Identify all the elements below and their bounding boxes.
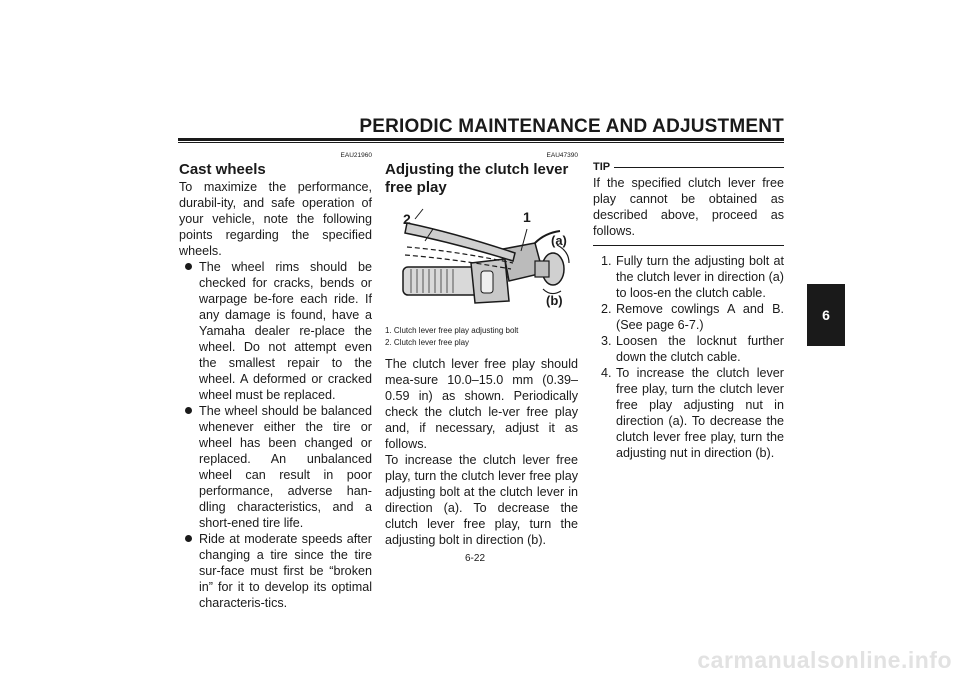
caption-item: 1. Clutch lever free play adjusting bolt bbox=[385, 326, 519, 335]
page-header-title: PERIODIC MAINTENANCE AND ADJUSTMENT bbox=[359, 116, 784, 137]
column-tip bbox=[593, 152, 784, 461]
watermark: carmanualsonline.info bbox=[697, 647, 952, 673]
step-text: Fully turn the adjusting bolt at the clutch lever in direction (a) to loos-en the clutch cable. bbox=[616, 254, 784, 300]
step-item bbox=[593, 333, 784, 365]
section-heading: Adjusting the clutch lever free play bbox=[385, 161, 569, 196]
bullet-text: The wheel rims should be checked for cracks, bends or warpage be-fore each ride. If any damage is found, have a Yamaha dealer re-place the wheel. Do not attempt even the smallest repair to the wheel. A deformed or cracked wheel must be replaced. bbox=[199, 260, 372, 402]
figure-captions bbox=[385, 325, 578, 349]
step-item bbox=[593, 253, 784, 301]
bullet-dot-icon bbox=[185, 407, 192, 414]
intro-paragraph: To maximize the performance, durabil-ity, and safe operation of your vehicle, note the following points regarding the specified wheels. bbox=[179, 180, 372, 258]
section-code: EAU21960 bbox=[340, 152, 372, 159]
figure-label-two: 2 bbox=[403, 211, 411, 227]
column-clutch-lever bbox=[385, 152, 578, 548]
figure-label-a: (a) bbox=[551, 233, 567, 248]
bullet-item bbox=[186, 531, 372, 611]
bullet-item bbox=[186, 403, 372, 531]
step-item bbox=[593, 301, 784, 333]
tip-header bbox=[593, 159, 784, 175]
tip-rule bbox=[614, 167, 784, 168]
step-item bbox=[593, 365, 784, 461]
bullet-text: Ride at moderate speeds after changing a tire since the tire sur-face must first be “broken in” for it to develop its optimal characteris-tics. bbox=[199, 532, 372, 610]
step-number: 1. bbox=[601, 254, 612, 268]
caption-item: 2. Clutch lever free play bbox=[385, 338, 470, 347]
step-number: 3. bbox=[601, 334, 612, 348]
body-paragraph: The clutch lever free play should mea-sure 10.0–15.0 mm (0.39–0.59 in) as shown. Periodically check the clutch le-ver free play and, if necessary, adjust it as follows. bbox=[385, 357, 578, 451]
header-rule-thin bbox=[178, 142, 784, 143]
tip-label: TIP bbox=[593, 161, 611, 173]
column-cast-wheels bbox=[179, 152, 372, 611]
chapter-tab: 6 bbox=[807, 284, 845, 346]
step-text: To increase the clutch lever free play, turn the clutch lever free play adjusting nut in direction (a). To decrease the clutch lever free play, turn the adjusting nut in direction (b). bbox=[616, 366, 784, 460]
figure-label-one: 1 bbox=[523, 209, 531, 225]
step-number: 4. bbox=[601, 366, 612, 380]
header-rule bbox=[178, 138, 784, 141]
figure-label-b: (b) bbox=[546, 293, 563, 308]
section-code: EAU47390 bbox=[546, 152, 578, 159]
procedure-steps bbox=[593, 253, 784, 461]
step-text: Remove cowlings A and B. (See page 6-7.) bbox=[616, 302, 784, 332]
clutch-lever-figure bbox=[385, 203, 578, 321]
bullet-item bbox=[186, 259, 372, 403]
body-paragraph: To increase the clutch lever free play, turn the clutch lever free play adjusting bolt at the clutch lever in direction (a). To decrease the clutch lever free play, turn the adjusting bolt in direction (b). bbox=[385, 453, 578, 547]
section-heading: Cast wheels bbox=[179, 161, 266, 178]
tip-end-rule bbox=[593, 245, 784, 246]
step-number: 2. bbox=[601, 302, 612, 316]
bullet-dot-icon bbox=[185, 263, 192, 270]
page-number: 6-22 bbox=[465, 553, 486, 564]
tip-text: If the specified clutch lever free play cannot be obtained as described above, proceed as follows. bbox=[593, 176, 784, 238]
step-text: Loosen the locknut further down the clutch cable. bbox=[616, 334, 784, 364]
bullet-dot-icon bbox=[185, 535, 192, 542]
bullet-text: The wheel should be balanced whenever either the tire or wheel has been changed or replaced. An unbalanced wheel can result in poor performance, adverse han-dling characteristics, and a short-ened tire life. bbox=[199, 404, 372, 530]
